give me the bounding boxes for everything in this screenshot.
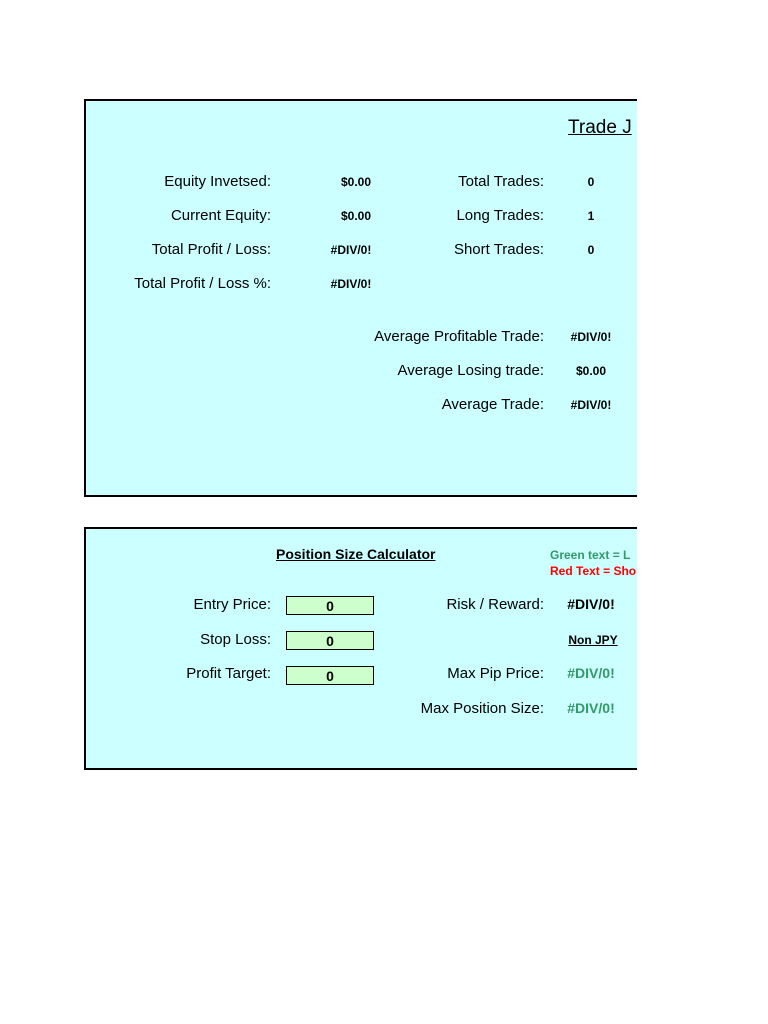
- max-pip-price-label: Max Pip Price:: [447, 665, 544, 682]
- journal-title: Trade J: [568, 117, 632, 138]
- long-trades-value[interactable]: 1: [587, 209, 595, 223]
- legend-green-text: Green text = L: [550, 548, 631, 562]
- total-pl-pct-label: Total Profit / Loss %:: [134, 275, 271, 292]
- avg-losing-value[interactable]: $0.00: [575, 364, 607, 378]
- profit-target-label: Profit Target:: [186, 665, 271, 682]
- pair-type-indicator[interactable]: Non JPY: [568, 633, 618, 647]
- total-pl-value[interactable]: #DIV/0!: [330, 243, 372, 257]
- total-trades-label: Total Trades:: [458, 173, 544, 190]
- legend-red-text: Red Text = Sho: [550, 564, 637, 578]
- total-trades-value[interactable]: 0: [587, 175, 595, 189]
- short-trades-value[interactable]: 0: [587, 243, 595, 257]
- max-pip-price-value[interactable]: #DIV/0!: [567, 665, 615, 681]
- avg-losing-label: Average Losing trade:: [397, 362, 544, 379]
- risk-reward-label: Risk / Reward:: [446, 596, 544, 613]
- trade-journal-panel: [84, 99, 637, 497]
- current-equity-label: Current Equity:: [170, 207, 271, 224]
- total-pl-label: Total Profit / Loss:: [151, 241, 271, 258]
- position-size-calculator-panel: [84, 527, 637, 770]
- stop-loss-input[interactable]: [286, 631, 374, 650]
- entry-price-input[interactable]: [286, 596, 374, 615]
- avg-trade-value[interactable]: #DIV/0!: [570, 398, 612, 412]
- stop-loss-label: Stop Loss:: [200, 631, 271, 648]
- avg-trade-label: Average Trade:: [441, 396, 544, 413]
- current-equity-value[interactable]: $0.00: [340, 209, 372, 223]
- equity-invested-value[interactable]: $0.00: [340, 175, 372, 189]
- long-trades-label: Long Trades:: [456, 207, 544, 224]
- calculator-title: Position Size Calculator: [276, 546, 436, 562]
- profit-target-input[interactable]: [286, 666, 374, 685]
- risk-reward-value[interactable]: #DIV/0!: [567, 596, 615, 612]
- max-position-size-label: Max Position Size:: [420, 700, 544, 717]
- avg-profitable-label: Average Profitable Trade:: [374, 328, 544, 345]
- total-pl-pct-value[interactable]: #DIV/0!: [330, 277, 372, 291]
- entry-price-label: Entry Price:: [193, 596, 271, 613]
- avg-profitable-value[interactable]: #DIV/0!: [570, 330, 612, 344]
- equity-invested-label: Equity Invetsed:: [164, 173, 271, 190]
- max-position-size-value[interactable]: #DIV/0!: [567, 700, 615, 716]
- short-trades-label: Short Trades:: [453, 241, 544, 258]
